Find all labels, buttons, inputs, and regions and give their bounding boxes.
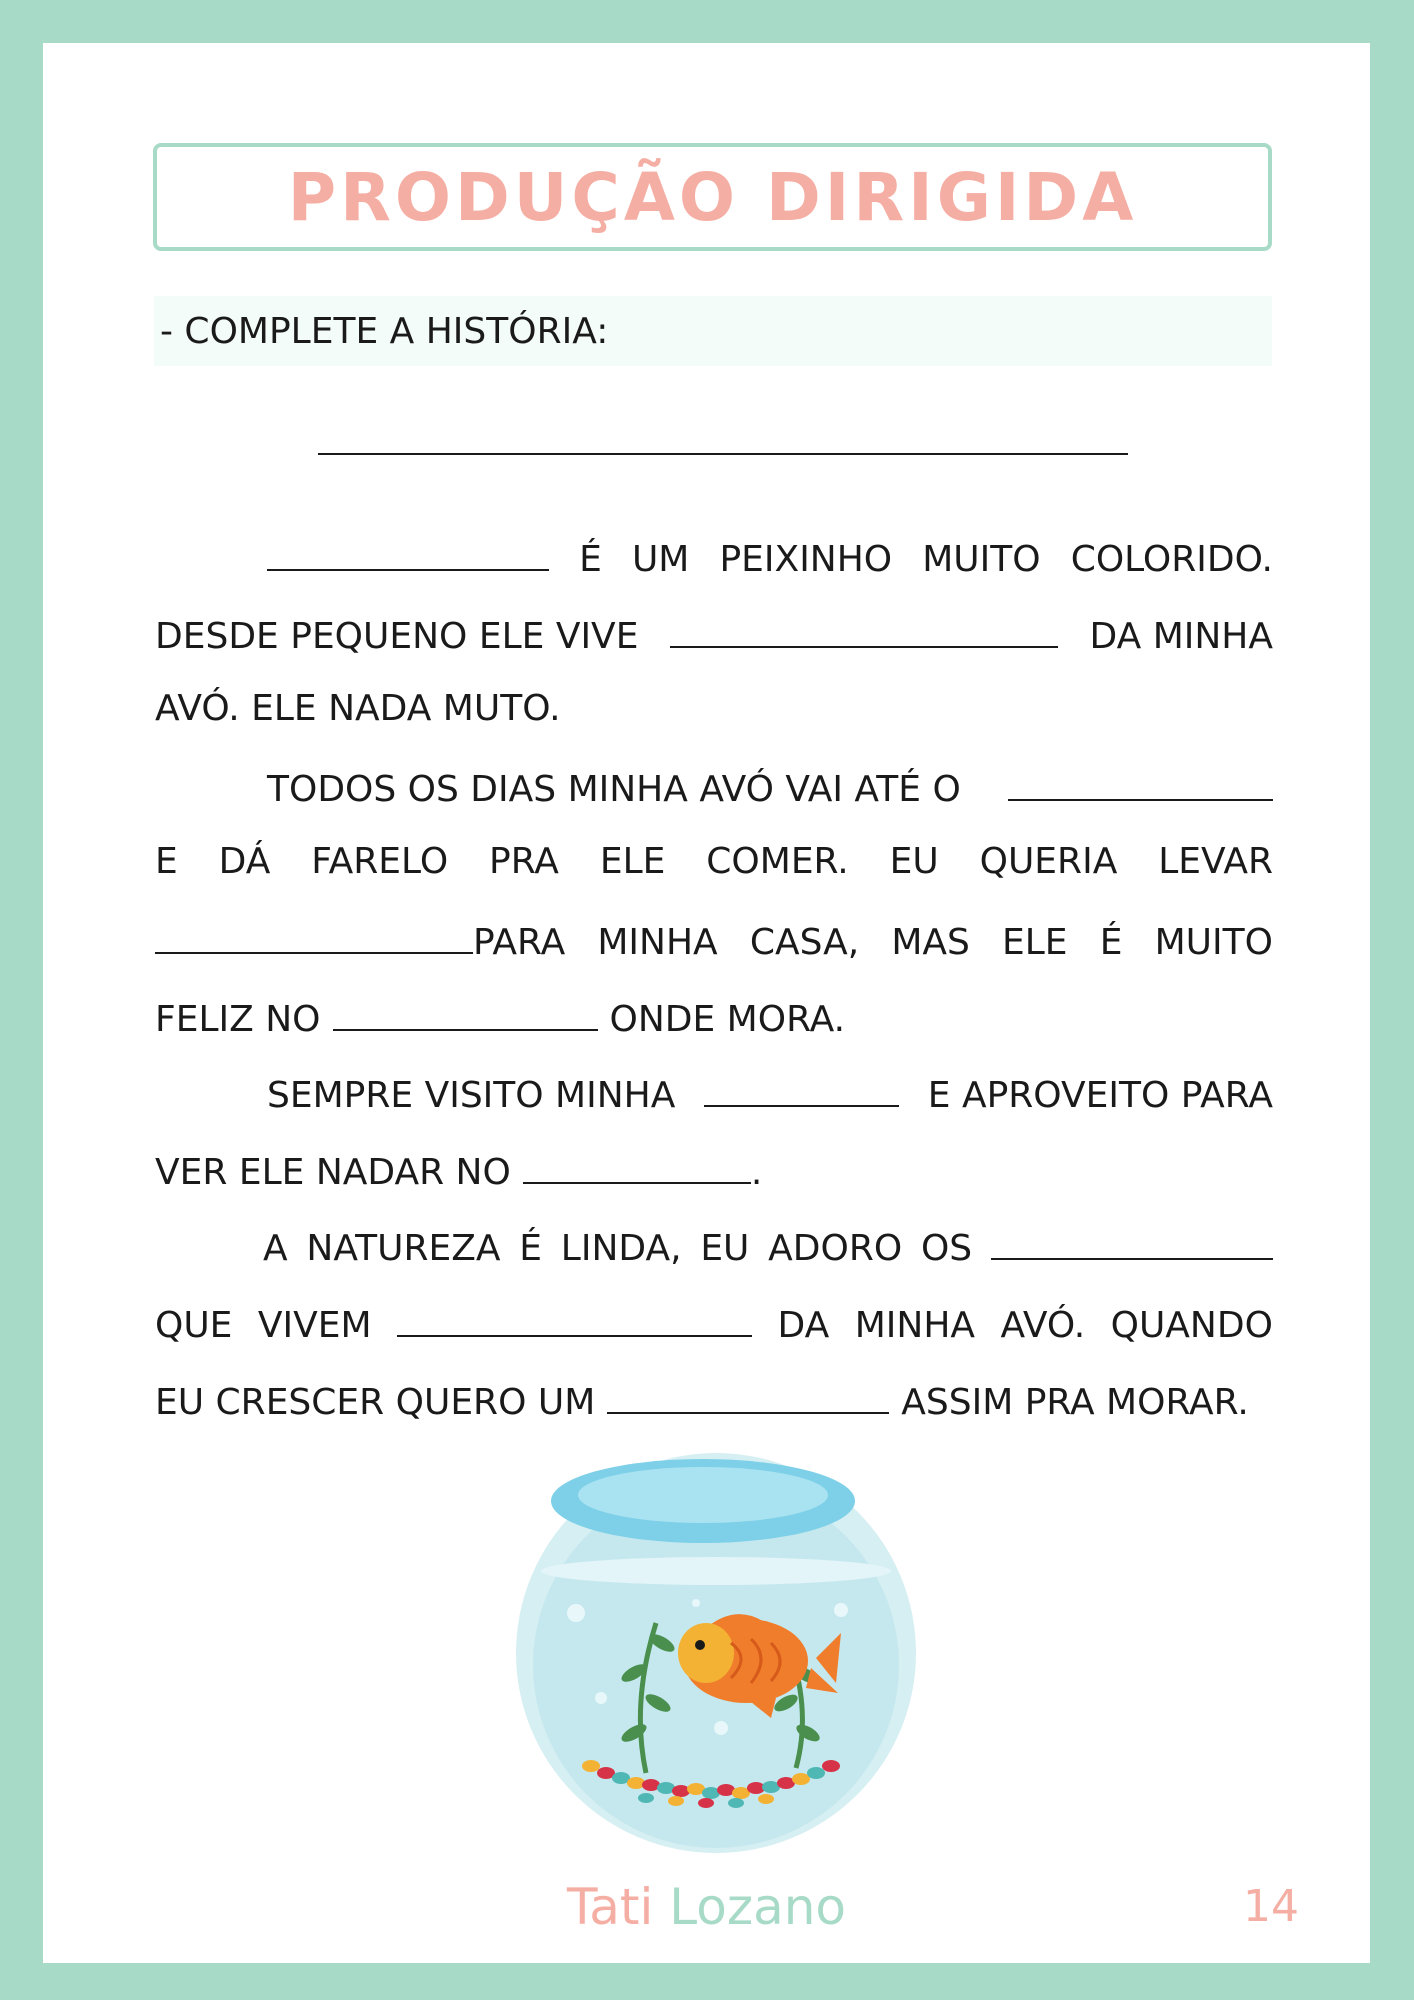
story-line-2 <box>155 612 1273 689</box>
word: ELE <box>599 841 666 883</box>
word: É <box>1099 921 1123 963</box>
worksheet-page <box>43 43 1370 1963</box>
story-line-1 <box>155 535 1273 612</box>
story-text <box>155 535 1273 1454</box>
water-surface <box>541 1557 891 1585</box>
word: É <box>579 539 602 580</box>
fishbowl-illustration <box>506 1443 926 1863</box>
author-name <box>43 1878 1370 1936</box>
blank-with-word <box>155 918 565 963</box>
fill-blank[interactable] <box>1008 765 1273 801</box>
word: MAS <box>891 921 970 963</box>
text-segment: EU CRESCER QUERO UM <box>155 1381 596 1423</box>
word: QUANDO <box>1110 1304 1273 1346</box>
story-line-10 <box>155 1224 1273 1301</box>
text-segment: TODOS OS DIAS MINHA AVÓ VAI ATÉ O <box>267 768 961 810</box>
story-line-8 <box>155 1071 1273 1148</box>
word: AVÓ. <box>1000 1304 1086 1346</box>
bowl-opening <box>578 1467 828 1523</box>
page-title: PRODUÇÃO DIRIGIDA <box>287 158 1138 236</box>
text-segment: FELIZ NO <box>155 998 321 1040</box>
word: UM <box>631 539 690 580</box>
author-last-name: Lozano <box>669 1878 847 1936</box>
fill-blank[interactable] <box>704 1071 899 1107</box>
title-box <box>153 143 1272 251</box>
fill-blank[interactable] <box>397 1301 752 1337</box>
word: MINHA <box>597 921 718 963</box>
text-segment: ONDE MORA. <box>609 998 846 1040</box>
word: LEVAR <box>1158 841 1273 883</box>
fill-blank[interactable] <box>523 1148 751 1184</box>
word: EU <box>889 841 939 883</box>
word: A <box>263 1228 288 1270</box>
text-segment: AVÓ. ELE NADA MUTO. <box>155 688 561 730</box>
text-segment: VER ELE NADAR NO <box>155 1151 511 1193</box>
fill-blank[interactable] <box>607 1378 889 1414</box>
bubble-icon <box>834 1603 848 1617</box>
word: E <box>155 841 178 883</box>
word: COMER. <box>706 841 849 883</box>
story-line-9 <box>155 1148 1273 1225</box>
word: FARELO <box>311 841 449 883</box>
word: DA <box>777 1304 830 1346</box>
word: NATUREZA <box>306 1228 501 1270</box>
author-first-name: Tati <box>566 1878 654 1936</box>
word: LINDA, <box>560 1228 682 1270</box>
story-title-blank[interactable] <box>318 453 1128 455</box>
word: QUERIA <box>979 841 1118 883</box>
text-segment: DESDE PEQUENO ELE VIVE <box>155 615 639 657</box>
instruction-banner <box>154 296 1272 366</box>
word: É <box>519 1228 543 1270</box>
text-segment: ASSIM PRA MORAR. <box>901 1381 1249 1423</box>
fill-blank[interactable] <box>670 612 1058 648</box>
word: ELE <box>1002 921 1068 963</box>
word: OS <box>920 1228 973 1270</box>
word: EU <box>700 1228 750 1270</box>
story-line-3 <box>155 688 1273 765</box>
bubble-icon <box>567 1604 585 1622</box>
fill-blank[interactable] <box>155 918 473 954</box>
text-segment: DA MINHA <box>1089 615 1273 657</box>
story-line-7 <box>155 995 1273 1072</box>
story-line-4 <box>155 765 1273 842</box>
word: PARA <box>473 921 566 963</box>
word: COLORIDO. <box>1070 539 1273 580</box>
text-segment: E APROVEITO PARA <box>927 1075 1273 1117</box>
word: PEIXINHO <box>719 539 893 580</box>
instruction-text: - COMPLETE A HISTÓRIA: <box>160 310 609 352</box>
fill-blank[interactable] <box>267 535 549 571</box>
word: MUITO <box>1154 921 1273 963</box>
word: PRA <box>489 841 559 883</box>
story-line-6 <box>155 918 1273 995</box>
bubble-icon <box>692 1599 700 1607</box>
word: MUITO <box>922 539 1041 580</box>
word: CASA, <box>749 921 860 963</box>
story-line-5 <box>155 841 1273 918</box>
page-number: 14 <box>1243 1881 1299 1932</box>
bubble-icon <box>595 1692 607 1704</box>
fill-blank[interactable] <box>991 1224 1273 1260</box>
story-line-11 <box>155 1301 1273 1378</box>
period: . <box>750 1151 763 1193</box>
bubble-icon <box>714 1721 728 1735</box>
blank-with-period <box>523 1148 762 1193</box>
fill-blank[interactable] <box>333 995 598 1031</box>
word: QUE <box>155 1304 233 1346</box>
word: MINHA <box>854 1304 976 1346</box>
word: DÁ <box>218 841 271 883</box>
word: VIVEM <box>257 1304 372 1346</box>
word: ADORO <box>768 1228 903 1270</box>
text-segment: SEMPRE VISITO MINHA <box>267 1075 676 1117</box>
